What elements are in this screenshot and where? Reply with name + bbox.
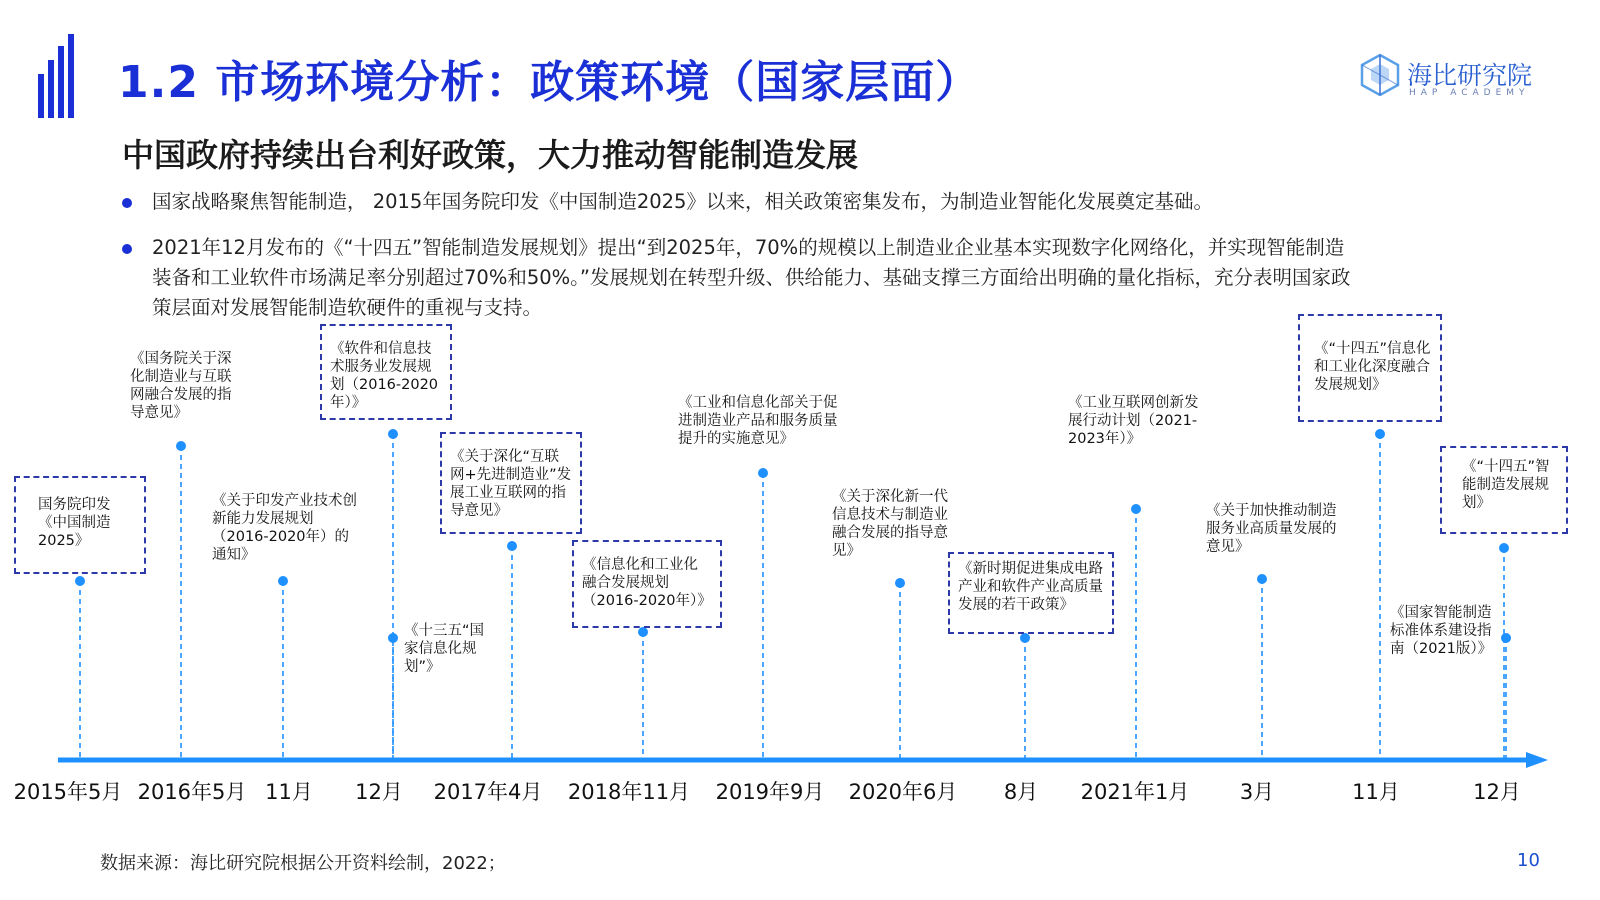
timeline-event: 《信息化和工业化融合发展规划（2016-2020年）》 [572,540,722,628]
timeline-date: 2018年11月 [567,780,691,804]
timeline-dot [1375,429,1385,439]
bullet-text: 2021年12月发布的《“十四五”智能制造发展规划》提出“到2025年，70%的规模以上制造业企业基本实现数字化网络化，并实现智能制造装备和工业软件市场满足率分别超过70%和50%。”发展规划在转型升级、供给能力、基础支撑三方面给出明确的量化指标，充分表明国家政策层面对发展智能制造软硬件的重视与支持。 [152,236,1351,319]
timeline-dot [278,576,288,586]
timeline-dot [388,633,398,643]
timeline-date: 8月 [1003,780,1039,804]
timeline-date: 2021年1月 [1080,780,1190,804]
timeline-connectors [75,429,1511,758]
timeline-event: 《国务院关于深化制造业与互联网融合发展的指导意见》 [130,351,232,421]
data-source-note: 数据来源：海比研究院根据公开资料绘制，2022； [100,853,506,874]
timeline-event: 《“十四五”智能制造发展规划》 [1440,446,1568,534]
timeline-event: 《十三五“国家信息化规划”》 [404,623,485,675]
timeline-event: 《软件和信息技术服务业发展规划（2016-2020年）》 [320,324,452,420]
page-title: 1.2 市场环境分析：政策环境（国家层面） [118,57,981,108]
timeline-date: 2016年5月 [137,780,247,804]
timeline-date: 2015年5月 [13,780,123,804]
timeline-dot [758,468,768,478]
bullet-text: 国家战略聚焦智能制造， 2015年国务院印发《中国制造2025》以来，相关政策密集发布，为制造业智能化发展奠定基础。 [152,190,1213,213]
timeline-arrow-icon [1526,752,1548,768]
timeline-event: 《工业和信息化部关于促进制造业产品和服务质量提升的实施意见》 [678,395,838,447]
timeline-event: 《工业互联网创新发展行动计划（2021-2023年）》 [1068,395,1199,447]
timeline-date: 2019年9月 [715,780,825,804]
timeline-dot [1020,633,1030,643]
timeline-event: 《新时期促进集成电路产业和软件产业高质量发展的若干政策》 [948,552,1114,634]
timeline-dot [176,441,186,451]
timeline-dot [1257,574,1267,584]
timeline-date: 12月 [1473,780,1521,804]
logo-name: 海比研究院 [1407,61,1533,90]
logo-english-name: HAP ACADEMY [1409,88,1530,98]
timeline-date: 2017年4月 [433,780,543,804]
timeline-dot [638,627,648,637]
timeline-dot [1501,633,1511,643]
timeline-dot [1499,543,1509,553]
timeline-dot [75,576,85,586]
timeline-dot [1131,504,1141,514]
timeline-event: 《关于加快推动制造服务业高质量发展的意见》 [1206,503,1337,555]
timeline-event: 《关于印发产业技术创新能力发展规划（2016-2020年）的通知》 [212,493,357,563]
timeline-event: 《“十四五”信息化和工业化深度融合发展规划》 [1298,314,1442,422]
timeline-dot [388,429,398,439]
section-subtitle: 中国政府持续出台利好政策，大力推动智能制造发展 [122,136,859,174]
timeline-event: 《关于深化“互联网+先进制造业”发展工业互联网的指导意见》 [440,432,582,534]
timeline-date: 2020年6月 [848,780,958,804]
timeline-date: 3月 [1239,780,1275,804]
timeline-dot [895,578,905,588]
timeline-event: 国务院印发《中国制造2025》 [14,476,146,574]
timeline-date: 11月 [1352,780,1400,804]
timeline-date: 11月 [265,780,313,804]
timeline-date: 12月 [355,780,403,804]
page-number: 10 [1517,850,1540,871]
timeline-event: 《关于深化新一代信息技术与制造业融合发展的指导意见》 [832,489,948,559]
timeline-dot [507,541,517,551]
timeline-event: 《国家智能制造标准体系建设指南（2021版）》 [1390,605,1493,657]
